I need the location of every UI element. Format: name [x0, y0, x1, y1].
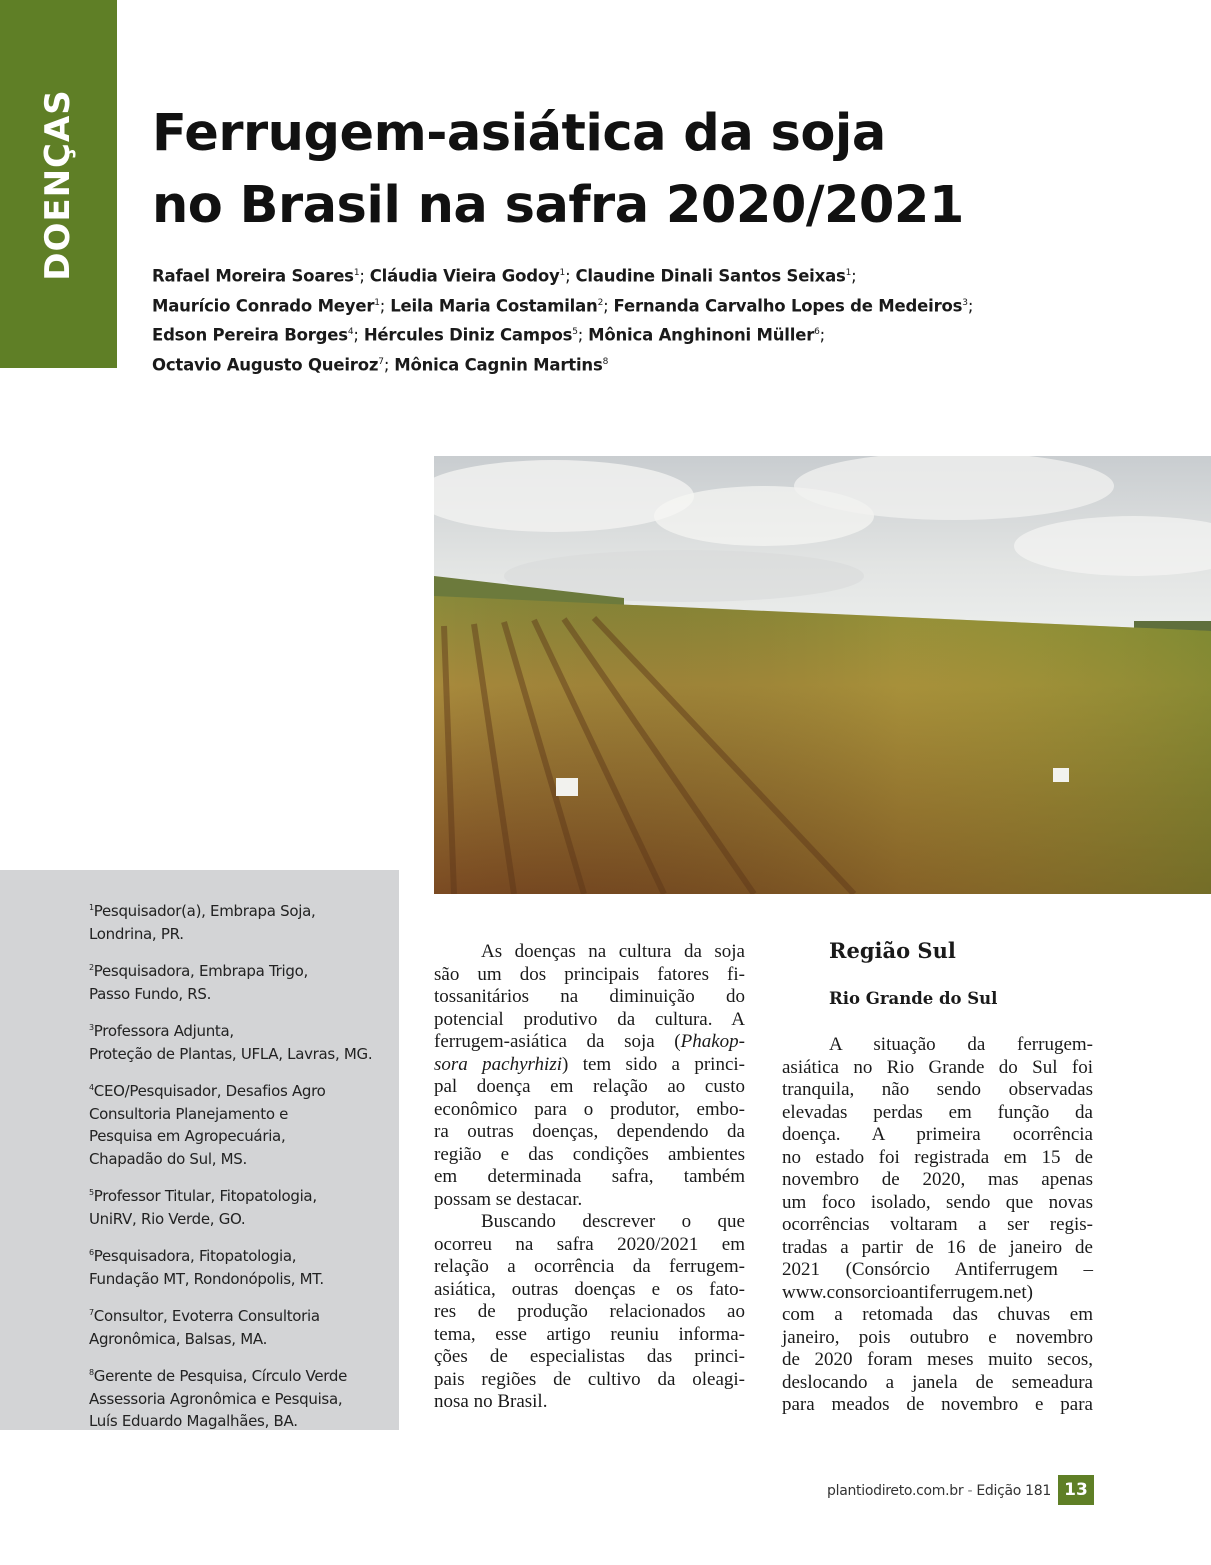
- author-name: Fernanda Carvalho Lopes de Medeiros: [613, 296, 963, 315]
- affiliation-number: 2: [89, 963, 94, 972]
- author-name: Octavio Augusto Queiroz: [152, 355, 379, 374]
- affiliation-line: Assessoria Agronômica e Pesquisa,: [89, 1389, 343, 1408]
- text-line: potencial produtivo da cultura. A: [434, 1008, 745, 1030]
- author-line: Rafael Moreira Soares$^1$; Cláudia Vieira Godoy$^1$; Claudine Dinali Santos Seixas$^1$;: [152, 266, 857, 286]
- author-name: Hércules Diniz Campos: [363, 325, 573, 345]
- text-line: tradas a partir de 16 de janeiro de: [782, 1236, 1093, 1258]
- affiliation-line: $^7$Consultor, Evoterra Consultoria: [89, 1307, 320, 1325]
- author-affiliation-number: 1: [353, 268, 360, 278]
- text-line: para meados de novembro e para: [782, 1394, 1093, 1415]
- author-name: Leila Maria Costamilan: [390, 296, 598, 315]
- affiliation-item: [89, 1077, 389, 1170]
- text-line: com a retomada das chuvas em: [782, 1304, 1093, 1325]
- affiliation-item: [89, 957, 389, 1005]
- page-number: 13: [1058, 1475, 1094, 1505]
- text-line: ocorrências voltaram a ser regis-: [782, 1214, 1093, 1235]
- footer-separator: -: [963, 1483, 977, 1499]
- affiliation-number: 4: [89, 1083, 94, 1092]
- affiliation-line: Agronômica, Balsas, MA.: [89, 1329, 268, 1348]
- footer-credit: [827, 1483, 1051, 1499]
- author-name: Edson Pereira Borges: [152, 325, 348, 345]
- footer-edition: Edição 181: [976, 1483, 1051, 1499]
- affiliation-number: 6: [89, 1248, 94, 1257]
- text-line: no estado foi registrada em 15 de: [782, 1146, 1093, 1168]
- text-line: doença. A primeira ocorrência: [782, 1124, 1093, 1145]
- author-affiliation-number: 3: [962, 297, 968, 308]
- affiliation-line: Luís Eduardo Magalhães, BA.: [89, 1412, 298, 1430]
- author-affiliation-number: 1: [845, 268, 852, 278]
- affiliation-number: 3: [89, 1023, 94, 1032]
- author-affiliation-number: 4: [347, 327, 354, 337]
- text-line: de 2020 foram meses muito secos,: [782, 1349, 1093, 1370]
- text-line: pais regiões de cultivo da oleagi-: [434, 1368, 745, 1390]
- text-line: elevadas perdas em função da: [782, 1101, 1093, 1123]
- text-line: relação a ocorrência da ferrugem-: [434, 1256, 745, 1277]
- affiliation-line: $^2$Pesquisadora, Embrapa Trigo,: [89, 962, 308, 980]
- species-name: sora pachyrhizi: [434, 1053, 563, 1075]
- soybean-field-photo: [434, 456, 1211, 894]
- text-line: ferrugem-asiática da soja (Phakop-: [434, 1031, 745, 1052]
- author-name: Rafael Moreira Soares: [152, 266, 354, 286]
- text-line: A situação da ferrugem-: [829, 1034, 1093, 1055]
- author-line: Edson Pereira Borges$^4$; Hércules Diniz Campos$^5$; Mônica Anghinoni Müller$^6$;: [152, 325, 826, 345]
- author-line: Octavio Augusto Queiroz$^7$; Mônica Cagnin Martins$^8$: [152, 355, 609, 374]
- text-line: janeiro, pois outubro e novembro: [782, 1326, 1093, 1348]
- text-line: www.consorcioantiferrugem.net): [782, 1281, 1033, 1303]
- text-line: sora pachyrhizi) tem sido a princi-: [434, 1053, 745, 1075]
- paragraph-intro: [434, 941, 745, 1211]
- author-affiliation-number: 2: [597, 297, 604, 308]
- state-heading: Rio Grande do Sul: [829, 989, 998, 1008]
- text-line: ra outras doenças, dependendo da: [434, 1121, 745, 1142]
- section-tab: [0, 0, 117, 368]
- affiliation-line: Londrina, PR.: [89, 924, 184, 943]
- affiliation-line: UniRV, Rio Verde, GO.: [89, 1209, 246, 1228]
- text-line: região e das condições ambientes: [434, 1143, 745, 1165]
- text-line: são um dos principais fatores fi-: [434, 963, 745, 985]
- text-line: ções de especialistas das princi-: [434, 1346, 745, 1367]
- affiliation-line: Chapadão do Sul, MS.: [89, 1149, 247, 1168]
- affiliations-list: [89, 897, 389, 1445]
- author-name: Mônica Cagnin Martins: [394, 355, 603, 374]
- affiliation-line: Consultoria Planejamento e: [89, 1104, 289, 1123]
- author-affiliation-number: 1: [559, 268, 566, 278]
- affiliation-number: 8: [89, 1368, 94, 1377]
- author-name: Maurício Conrado Meyer: [152, 296, 375, 315]
- text-line: possam se destacar.: [434, 1188, 583, 1210]
- paragraph-objective: [434, 1211, 745, 1414]
- text-line: deslocando a janela de semeadura: [782, 1371, 1093, 1393]
- affiliation-line: $^8$Gerente de Pesquisa, Círculo Verde: [89, 1367, 348, 1385]
- text-line: um foco isolado, sendo que novas: [782, 1191, 1093, 1213]
- text-line: em determinada safra, também: [434, 1166, 745, 1187]
- footer-site: plantiodireto.com.br: [827, 1483, 964, 1499]
- author-list: [152, 260, 973, 378]
- author-affiliation-number: 8: [602, 356, 609, 367]
- author-affiliation-number: 6: [814, 327, 820, 337]
- title-line-2: no Brasil na safra 2020/2021: [152, 176, 964, 235]
- affiliation-line: Passo Fundo, RS.: [89, 984, 212, 1003]
- text-line: econômico para o produtor, embo-: [434, 1098, 745, 1120]
- text-line: 2021 (Consórcio Antiferrugem –: [782, 1259, 1093, 1280]
- affiliation-item: [89, 1182, 389, 1230]
- affiliation-line: Fundação MT, Rondonópolis, MT.: [89, 1269, 324, 1288]
- affiliation-line: Pesquisa em Agropecuária,: [89, 1127, 286, 1145]
- text-line: asiática, outras doenças e os fato-: [434, 1278, 745, 1300]
- author-affiliation-number: 5: [572, 327, 578, 337]
- affiliation-line: Proteção de Plantas, UFLA, Lavras, MG.: [89, 1044, 373, 1063]
- text-line: As doenças na cultura da soja: [481, 941, 745, 962]
- affiliation-line: $^6$Pesquisadora, Fitopatologia,: [89, 1247, 297, 1265]
- author-name: Cláudia Vieira Godoy: [369, 266, 560, 286]
- affiliation-line: $^3$Professora Adjunta,: [89, 1022, 234, 1040]
- title-line-1: Ferrugem-asiática da soja: [152, 104, 886, 163]
- affiliation-item: [89, 1362, 389, 1433]
- author-affiliation-number: 1: [374, 297, 380, 308]
- article-title: [152, 98, 964, 242]
- affiliation-line: $^5$Professor Titular, Fitopatologia,: [89, 1187, 317, 1205]
- affiliation-item: [89, 1017, 389, 1065]
- body-column-1: [434, 941, 745, 1414]
- text-line: tranquila, não sendo observadas: [782, 1079, 1093, 1100]
- author-affiliation-number: 7: [378, 356, 384, 367]
- affiliation-line: $^1$Pesquisador(a), Embrapa Soja,: [89, 902, 316, 920]
- text-line: pal doença em relação ao custo: [434, 1076, 745, 1097]
- text-line: asiática no Rio Grande do Sul foi: [782, 1056, 1093, 1078]
- affiliation-item: [89, 1302, 389, 1350]
- text-line: Buscando descrever o que: [481, 1211, 745, 1232]
- author-name: Claudine Dinali Santos Seixas: [575, 266, 846, 286]
- text-line: ocorreu na safra 2020/2021 em: [434, 1233, 745, 1255]
- affiliation-number: 7: [89, 1308, 94, 1317]
- text-line: tossanitários na diminuição do: [434, 986, 745, 1007]
- text-line: tema, esse artigo reuniu informa-: [434, 1323, 745, 1345]
- affiliation-number: 5: [89, 1188, 94, 1197]
- affiliation-item: [89, 1242, 389, 1290]
- text-line: nosa no Brasil.: [434, 1391, 548, 1412]
- body-column-2: [782, 1034, 1093, 1417]
- text-line: novembro de 2020, mas apenas: [782, 1169, 1093, 1190]
- region-heading: Região Sul: [829, 938, 956, 963]
- text-line: res de produção relacionados ao: [434, 1301, 745, 1322]
- affiliation-number: 1: [89, 903, 94, 912]
- author-line: Maurício Conrado Meyer$^1$; Leila Maria Costamilan$^2$; Fernanda Carvalho Lopes de Medeiros$^3$;: [152, 296, 974, 315]
- species-name: Phakop-: [680, 1031, 745, 1052]
- affiliation-line: $^4$CEO/Pesquisador, Desafios Agro: [89, 1082, 326, 1100]
- author-name: Mônica Anghinoni Müller: [588, 325, 815, 345]
- affiliation-item: [89, 897, 389, 945]
- section-label: DOENÇAS: [38, 89, 78, 281]
